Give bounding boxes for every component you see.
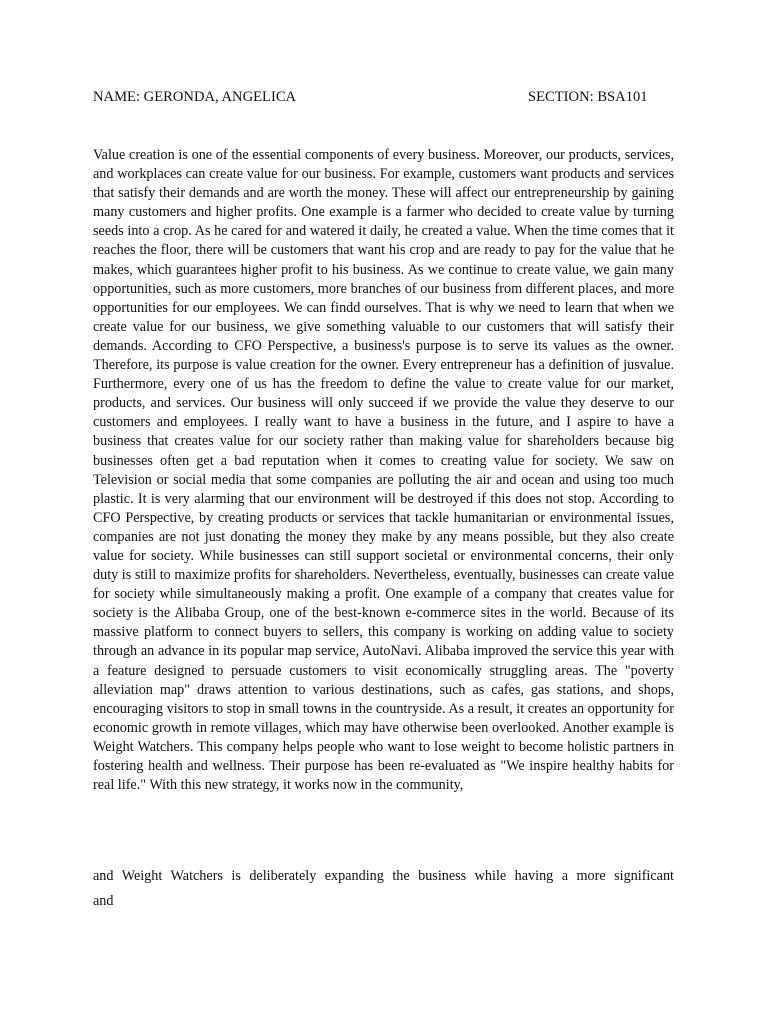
student-name: NAME: GERONDA, ANGELICA [93,89,297,105]
student-section: SECTION: BSA101 [528,89,648,105]
essay-paragraph-fragment: and [93,893,114,909]
essay-paragraph-main: Value creation is one of the essential components of every business. Moreover, our products, services, and workplaces can create value for our business. For example, customers want products and services that satisfy their demands and are worth the money. These will affect our entrepreneurship by gaining many customers and higher profits. One example is a farmer who decided to create value by turning seeds into a crop. As he cared for and watered it daily, he created a value. When the time comes that it reaches the floor, there will be customers that want his crop and are ready to pay for the value that he makes, which guarantees higher profit to his business. As we continue to create value, we gain many opportunities, such as more customers, more branches of our business from different places, and more opportunities for our employees. We can findd ourselves. That is why we need to learn that when we create value for our business, we give something valuable to our customers that will satisfy their demands. According to CFO Perspective, a business's purpose is to serve its values as the owner. Therefore, its purpose is value creation for the owner. Every entrepreneur has a definition of jusvalue. Furthermore, every one of us has the freedom to define the value to create value for our market, products, and services. Our business will only succeed if we provide the value they deserve to our customers and employees. I really want to have a business in the future, and I aspire to have a business that creates value for our society rather than making value for shareholders because big businesses often get a bad reputation when it comes to creating value for society. We saw on Television or social media that some companies are polluting the air and ocean and using too much plastic. It is very alarming that our environment will be destroyed if this does not stop. According to CFO Perspective, by creating products or services that tackle humanitarian or environmental issues, companies are not just donating the money they make by any means possible, but they also create value for society. While businesses can still support societal or environmental concerns, their only duty is still to maximize profits for shareholders. Nevertheless, eventually, businesses can create value for society while simultaneously making a profit. One example of a company that creates value for society is the Alibaba Group, one of the best-known e-commerce sites in the world. Because of its massive platform to connect buyers to sellers, this company is working on adding value to society through an advance in its popular map service, AutoNavi. Alibaba improved the service this year with a feature designed to persuade customers to visit economically struggling areas. The "poverty alleviation map" draws attention to various destinations, such as cafes, gas stations, and shops, encouraging visitors to stop in small towns in the countryside. As a result, it creates an opportunity for economic growth in remote villages, which may have otherwise been overlooked. Another example is Weight Watchers. This company helps people who want to lose weight to become holistic partners in fostering health and wellness. Their purpose has been re-evaluated as "We inspire healthy habits for real life." With this new strategy, it works now in the community, [93,147,674,794]
essay-paragraph-continuation: and Weight Watchers is deliberately expanding the business while having a more significant [93,868,674,884]
document-header [93,87,673,107]
